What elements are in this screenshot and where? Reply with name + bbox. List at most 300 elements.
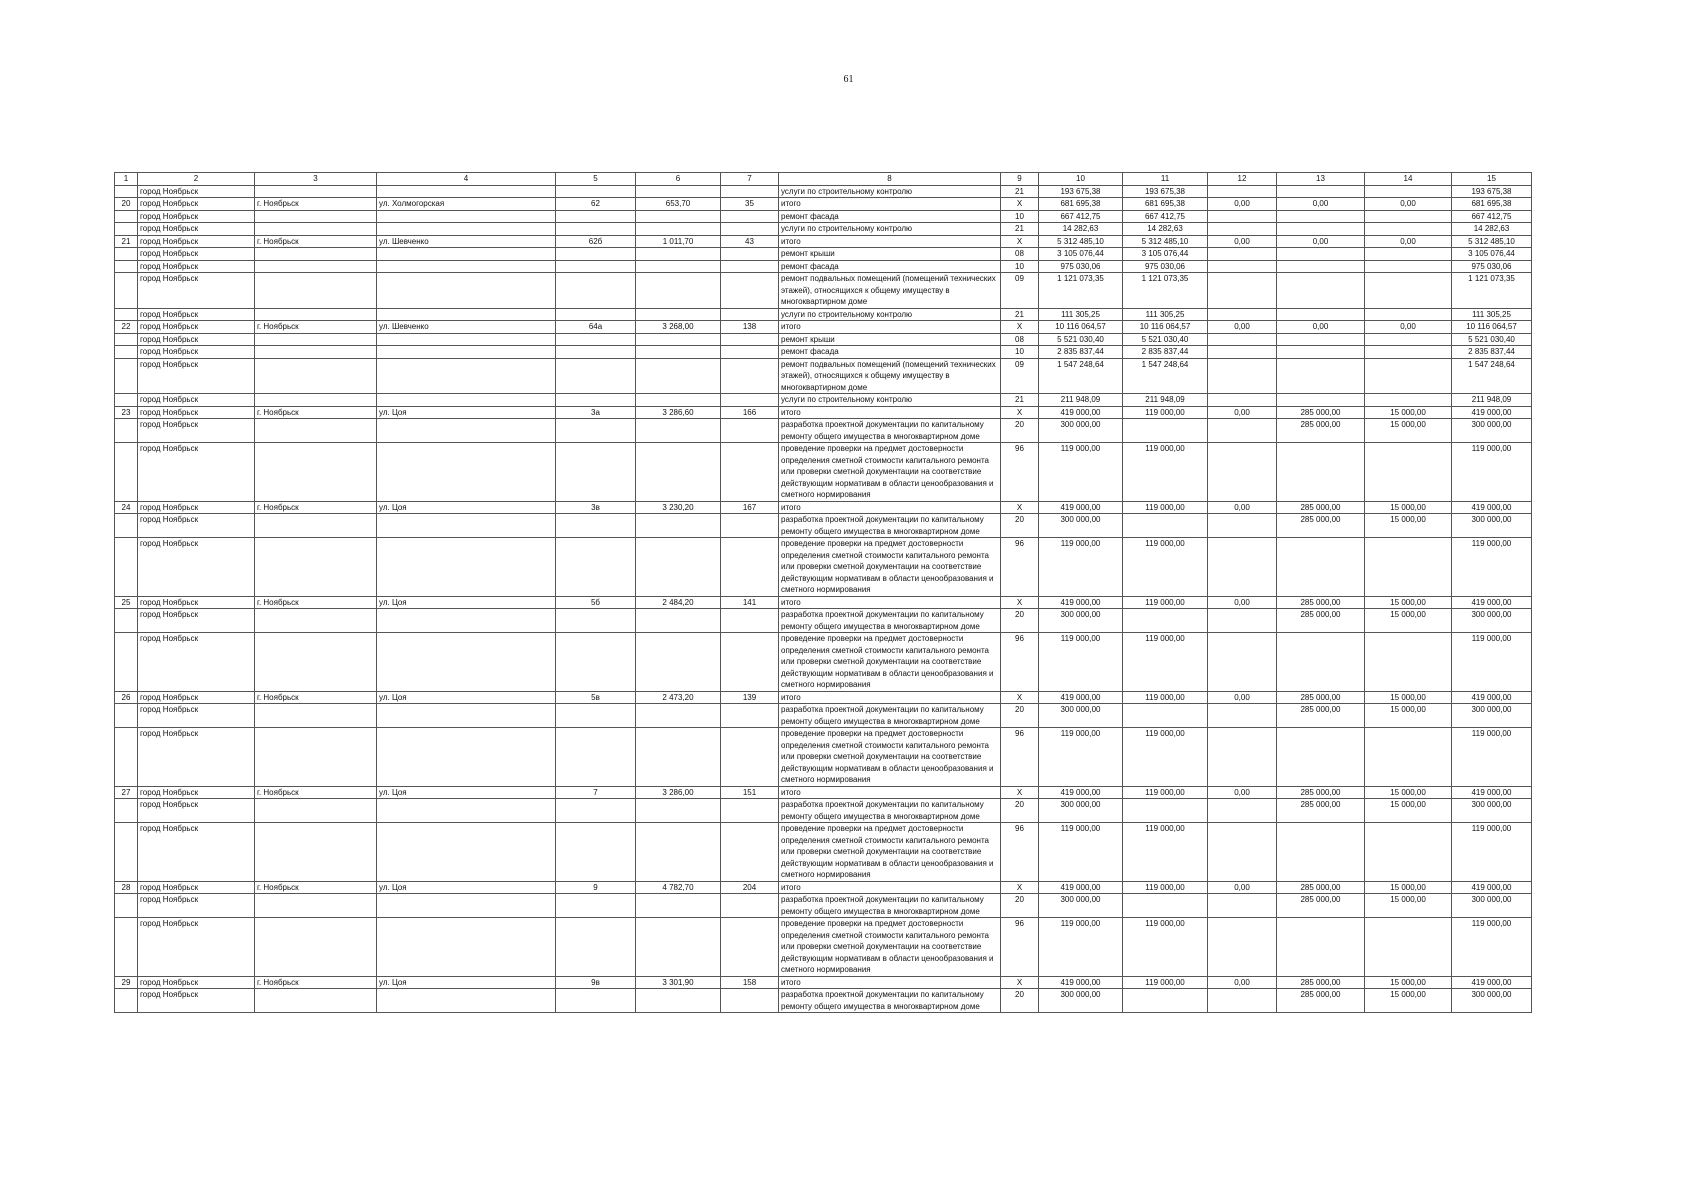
- table-row: [115, 976, 1532, 989]
- table-cell: [1123, 704, 1208, 728]
- table-cell: [1277, 918, 1365, 977]
- table-cell: 2 835 837,44: [1039, 346, 1123, 359]
- table-cell: [1208, 346, 1277, 359]
- table-cell: [1365, 210, 1452, 223]
- table-cell: 119 000,00: [1452, 823, 1532, 882]
- table-cell: [255, 223, 377, 236]
- table-cell: [377, 185, 556, 198]
- column-number-header: 6: [636, 173, 721, 186]
- table-cell: [377, 443, 556, 502]
- table-cell: [115, 894, 138, 918]
- table-row: [115, 333, 1532, 346]
- table-cell: [1365, 346, 1452, 359]
- table-cell: 653,70: [636, 198, 721, 211]
- table-cell: итого: [779, 976, 1001, 989]
- table-cell: [721, 609, 779, 633]
- table-row: [115, 358, 1532, 394]
- table-cell: 681 695,38: [1452, 198, 1532, 211]
- table-cell: 5 312 485,10: [1452, 235, 1532, 248]
- table-cell: [721, 704, 779, 728]
- table-cell: проведение проверки на предмет достоверности определения сметной стоимости капитального ремонта или проверки сметной документации на соответствие действующим нормативам в области ценообразования и сметного нормирования: [779, 538, 1001, 597]
- table-cell: 119 000,00: [1039, 538, 1123, 597]
- table-cell: [636, 609, 721, 633]
- table-cell: [115, 823, 138, 882]
- table-cell: [556, 538, 636, 597]
- table-cell: 119 000,00: [1039, 633, 1123, 692]
- table-cell: г. Ноябрьск: [255, 198, 377, 211]
- table-cell: 119 000,00: [1123, 691, 1208, 704]
- table-cell: X: [1001, 501, 1039, 514]
- table-cell: [721, 443, 779, 502]
- table-cell: [1208, 273, 1277, 309]
- table-cell: услуги по строительному контролю: [779, 185, 1001, 198]
- table-cell: 285 000,00: [1277, 704, 1365, 728]
- table-cell: 681 695,38: [1039, 198, 1123, 211]
- table-cell: [377, 704, 556, 728]
- table-cell: [721, 358, 779, 394]
- table-cell: [556, 514, 636, 538]
- table-cell: 141: [721, 596, 779, 609]
- table-cell: 111 305,25: [1452, 308, 1532, 321]
- table-cell: [1277, 358, 1365, 394]
- table-cell: [1277, 538, 1365, 597]
- table-cell: [115, 394, 138, 407]
- table-cell: 211 948,09: [1039, 394, 1123, 407]
- table-cell: [721, 346, 779, 359]
- table-cell: 15 000,00: [1365, 501, 1452, 514]
- table-cell: [636, 728, 721, 787]
- table-cell: [1208, 728, 1277, 787]
- table-cell: город Ноябрьск: [138, 881, 255, 894]
- table-cell: [556, 443, 636, 502]
- table-cell: проведение проверки на предмет достоверности определения сметной стоимости капитального ремонта или проверки сметной документации на соответствие действующим нормативам в области ценообразования и сметного нормирования: [779, 918, 1001, 977]
- table-cell: [255, 443, 377, 502]
- table-cell: 64а: [556, 321, 636, 334]
- table-cell: [1365, 633, 1452, 692]
- table-cell: город Ноябрьск: [138, 210, 255, 223]
- table-cell: город Ноябрьск: [138, 260, 255, 273]
- table-cell: [255, 633, 377, 692]
- table-cell: [115, 728, 138, 787]
- table-cell: 5 312 485,10: [1039, 235, 1123, 248]
- table-row: [115, 321, 1532, 334]
- table-cell: 3в: [556, 501, 636, 514]
- table-cell: [556, 894, 636, 918]
- table-cell: г. Ноябрьск: [255, 596, 377, 609]
- table-cell: 3 286,60: [636, 406, 721, 419]
- table-cell: город Ноябрьск: [138, 538, 255, 597]
- table-cell: X: [1001, 881, 1039, 894]
- table-cell: разработка проектной документации по капитальному ремонту общего имущества в многоквартирном доме: [779, 609, 1001, 633]
- table-cell: 119 000,00: [1123, 786, 1208, 799]
- table-cell: 300 000,00: [1039, 704, 1123, 728]
- table-cell: итого: [779, 406, 1001, 419]
- column-number-header: 7: [721, 173, 779, 186]
- table-cell: [255, 514, 377, 538]
- table-cell: город Ноябрьск: [138, 358, 255, 394]
- table-cell: [115, 308, 138, 321]
- table-cell: 15 000,00: [1365, 406, 1452, 419]
- table-row: [115, 235, 1532, 248]
- table-cell: [721, 823, 779, 882]
- table-cell: услуги по строительному контролю: [779, 394, 1001, 407]
- table-cell: 138: [721, 321, 779, 334]
- table-cell: [1208, 248, 1277, 261]
- table-row: [115, 823, 1532, 882]
- table-cell: [556, 918, 636, 977]
- table-cell: ул. Цоя: [377, 691, 556, 704]
- table-cell: проведение проверки на предмет достоверности определения сметной стоимости капитального ремонта или проверки сметной документации на соответствие действующим нормативам в области ценообразования и сметного нормирования: [779, 728, 1001, 787]
- table-cell: 119 000,00: [1039, 823, 1123, 882]
- table-cell: [255, 538, 377, 597]
- table-cell: X: [1001, 235, 1039, 248]
- table-cell: [721, 799, 779, 823]
- table-cell: 15 000,00: [1365, 786, 1452, 799]
- table-cell: 0,00: [1208, 198, 1277, 211]
- table-cell: 7: [556, 786, 636, 799]
- table-cell: 08: [1001, 333, 1039, 346]
- table-cell: [556, 799, 636, 823]
- table-cell: [1208, 633, 1277, 692]
- column-number-header: 14: [1365, 173, 1452, 186]
- table-cell: 285 000,00: [1277, 501, 1365, 514]
- table-cell: ремонт фасада: [779, 210, 1001, 223]
- table-cell: [377, 273, 556, 309]
- table-cell: [1208, 894, 1277, 918]
- table-cell: [721, 248, 779, 261]
- table-cell: [115, 514, 138, 538]
- table-cell: 2 473,20: [636, 691, 721, 704]
- table-cell: [721, 538, 779, 597]
- table-cell: итого: [779, 691, 1001, 704]
- table-cell: 5в: [556, 691, 636, 704]
- table-cell: [115, 799, 138, 823]
- table-cell: [636, 538, 721, 597]
- table-row: [115, 538, 1532, 597]
- table-cell: 419 000,00: [1452, 501, 1532, 514]
- table-cell: [636, 633, 721, 692]
- table-cell: 20: [115, 198, 138, 211]
- table-cell: 419 000,00: [1452, 786, 1532, 799]
- table-cell: [1208, 538, 1277, 597]
- table-cell: 158: [721, 976, 779, 989]
- table-cell: 10 116 064,57: [1452, 321, 1532, 334]
- table-cell: 20: [1001, 894, 1039, 918]
- table-cell: 211 948,09: [1123, 394, 1208, 407]
- table-cell: 15 000,00: [1365, 989, 1452, 1013]
- column-number-header: 2: [138, 173, 255, 186]
- column-number-header: 15: [1452, 173, 1532, 186]
- table-cell: г. Ноябрьск: [255, 881, 377, 894]
- table-cell: 0,00: [1208, 321, 1277, 334]
- table-row: [115, 501, 1532, 514]
- table-cell: город Ноябрьск: [138, 894, 255, 918]
- table-cell: 0,00: [1365, 321, 1452, 334]
- table-cell: услуги по строительному контролю: [779, 308, 1001, 321]
- table-row: [115, 799, 1532, 823]
- table-cell: [255, 358, 377, 394]
- table-cell: 300 000,00: [1452, 609, 1532, 633]
- table-cell: 285 000,00: [1277, 799, 1365, 823]
- table-cell: [721, 918, 779, 977]
- table-cell: 419 000,00: [1452, 881, 1532, 894]
- table-cell: [556, 308, 636, 321]
- table-cell: 62б: [556, 235, 636, 248]
- table-cell: [115, 419, 138, 443]
- table-cell: [1365, 443, 1452, 502]
- table-cell: 139: [721, 691, 779, 704]
- table-body: [115, 185, 1532, 1013]
- column-number-header: 5: [556, 173, 636, 186]
- table-cell: ул. Цоя: [377, 786, 556, 799]
- table-cell: город Ноябрьск: [138, 223, 255, 236]
- table-cell: [721, 419, 779, 443]
- table-cell: 419 000,00: [1039, 976, 1123, 989]
- table-cell: [1365, 260, 1452, 273]
- table-cell: 119 000,00: [1123, 596, 1208, 609]
- table-cell: [255, 918, 377, 977]
- table-cell: [115, 443, 138, 502]
- table-cell: [1365, 223, 1452, 236]
- table-row: [115, 443, 1532, 502]
- table-cell: [636, 248, 721, 261]
- table-cell: [1208, 823, 1277, 882]
- table-cell: 96: [1001, 728, 1039, 787]
- table-cell: [556, 989, 636, 1013]
- table-cell: 1 121 073,35: [1452, 273, 1532, 309]
- table-cell: ул. Цоя: [377, 501, 556, 514]
- table-cell: 300 000,00: [1039, 609, 1123, 633]
- table-cell: 119 000,00: [1452, 918, 1532, 977]
- table-cell: 193 675,38: [1452, 185, 1532, 198]
- table-cell: 300 000,00: [1452, 704, 1532, 728]
- table-cell: ремонт фасада: [779, 260, 1001, 273]
- table-row: [115, 419, 1532, 443]
- table-cell: 1 011,70: [636, 235, 721, 248]
- table-cell: разработка проектной документации по капитальному ремонту общего имущества в многоквартирном доме: [779, 989, 1001, 1013]
- table-cell: [377, 333, 556, 346]
- table-cell: 35: [721, 198, 779, 211]
- table-cell: 5 521 030,40: [1123, 333, 1208, 346]
- table-cell: [377, 918, 556, 977]
- table-cell: [721, 514, 779, 538]
- table-cell: 0,00: [1277, 235, 1365, 248]
- table-cell: [377, 223, 556, 236]
- table-cell: 0,00: [1277, 321, 1365, 334]
- table-cell: 10: [1001, 210, 1039, 223]
- column-number-header: 11: [1123, 173, 1208, 186]
- table-cell: [1365, 273, 1452, 309]
- table-cell: итого: [779, 881, 1001, 894]
- table-cell: [255, 185, 377, 198]
- table-cell: 0,00: [1208, 501, 1277, 514]
- table-cell: город Ноябрьск: [138, 198, 255, 211]
- table-cell: итого: [779, 501, 1001, 514]
- table-cell: [1277, 273, 1365, 309]
- table-cell: [255, 248, 377, 261]
- table-cell: [1365, 358, 1452, 394]
- table-cell: 15 000,00: [1365, 419, 1452, 443]
- table-cell: 3 301,90: [636, 976, 721, 989]
- table-cell: [636, 704, 721, 728]
- table-cell: [1365, 538, 1452, 597]
- table-cell: 119 000,00: [1123, 881, 1208, 894]
- table-row: [115, 609, 1532, 633]
- table-cell: 285 000,00: [1277, 419, 1365, 443]
- table-cell: 419 000,00: [1452, 691, 1532, 704]
- table-cell: [1365, 918, 1452, 977]
- table-cell: [377, 609, 556, 633]
- table-row: [115, 260, 1532, 273]
- table-cell: [377, 260, 556, 273]
- table-cell: [115, 185, 138, 198]
- table-cell: [1277, 346, 1365, 359]
- table-cell: 43: [721, 235, 779, 248]
- table-cell: 21: [1001, 185, 1039, 198]
- table-cell: 0,00: [1208, 235, 1277, 248]
- table-cell: [1365, 185, 1452, 198]
- table-cell: [1277, 633, 1365, 692]
- table-cell: 193 675,38: [1123, 185, 1208, 198]
- table-row: [115, 918, 1532, 977]
- table-cell: город Ноябрьск: [138, 989, 255, 1013]
- table-cell: [556, 333, 636, 346]
- table-cell: [1208, 358, 1277, 394]
- table-cell: [1277, 185, 1365, 198]
- table-cell: город Ноябрьск: [138, 419, 255, 443]
- table-cell: [377, 210, 556, 223]
- table-cell: 96: [1001, 443, 1039, 502]
- table-cell: [255, 333, 377, 346]
- table-cell: [1208, 333, 1277, 346]
- table-cell: г. Ноябрьск: [255, 976, 377, 989]
- table-cell: город Ноябрьск: [138, 596, 255, 609]
- table-cell: разработка проектной документации по капитальному ремонту общего имущества в многоквартирном доме: [779, 704, 1001, 728]
- column-number-header: 8: [779, 173, 1001, 186]
- table-cell: город Ноябрьск: [138, 248, 255, 261]
- table-cell: [1208, 989, 1277, 1013]
- table-cell: [636, 273, 721, 309]
- table-cell: ремонт крыши: [779, 333, 1001, 346]
- table-cell: [636, 260, 721, 273]
- table-cell: 285 000,00: [1277, 894, 1365, 918]
- table-cell: [255, 260, 377, 273]
- table-cell: [1277, 308, 1365, 321]
- table-cell: [636, 333, 721, 346]
- table-cell: 15 000,00: [1365, 894, 1452, 918]
- table-cell: [1365, 333, 1452, 346]
- table-cell: 419 000,00: [1452, 596, 1532, 609]
- table-cell: 300 000,00: [1452, 989, 1532, 1013]
- table-cell: 0,00: [1208, 786, 1277, 799]
- table-cell: 211 948,09: [1452, 394, 1532, 407]
- table-cell: 285 000,00: [1277, 406, 1365, 419]
- table-cell: 285 000,00: [1277, 691, 1365, 704]
- column-number-header: 13: [1277, 173, 1365, 186]
- table-cell: 419 000,00: [1039, 691, 1123, 704]
- table-cell: [1277, 394, 1365, 407]
- table-cell: 3 286,00: [636, 786, 721, 799]
- table-cell: итого: [779, 235, 1001, 248]
- table-cell: 20: [1001, 419, 1039, 443]
- table-cell: 1 121 073,35: [1039, 273, 1123, 309]
- table-cell: 119 000,00: [1123, 728, 1208, 787]
- table-cell: [556, 185, 636, 198]
- table-cell: город Ноябрьск: [138, 321, 255, 334]
- table-cell: [1208, 514, 1277, 538]
- table-cell: [556, 609, 636, 633]
- table-cell: 285 000,00: [1277, 976, 1365, 989]
- table-cell: [115, 633, 138, 692]
- table-cell: [115, 918, 138, 977]
- table-cell: 27: [115, 786, 138, 799]
- table-cell: 14 282,63: [1123, 223, 1208, 236]
- table-cell: 667 412,75: [1039, 210, 1123, 223]
- table-cell: услуги по строительному контролю: [779, 223, 1001, 236]
- table-cell: 96: [1001, 823, 1039, 882]
- table-cell: 119 000,00: [1452, 728, 1532, 787]
- table-cell: [115, 989, 138, 1013]
- table-cell: итого: [779, 198, 1001, 211]
- table-cell: 10 116 064,57: [1123, 321, 1208, 334]
- table-cell: 14 282,63: [1039, 223, 1123, 236]
- table-cell: 15 000,00: [1365, 514, 1452, 538]
- table-cell: [1208, 260, 1277, 273]
- table-cell: X: [1001, 321, 1039, 334]
- table-cell: город Ноябрьск: [138, 443, 255, 502]
- table-cell: [1123, 609, 1208, 633]
- table-cell: [636, 223, 721, 236]
- table-cell: г. Ноябрьск: [255, 501, 377, 514]
- table-cell: 15 000,00: [1365, 976, 1452, 989]
- table-cell: [1365, 823, 1452, 882]
- table-cell: [1123, 514, 1208, 538]
- table-cell: ул. Цоя: [377, 881, 556, 894]
- table-cell: ул. Холмогорская: [377, 198, 556, 211]
- table-cell: 119 000,00: [1452, 443, 1532, 502]
- table-cell: 119 000,00: [1123, 501, 1208, 514]
- table-cell: [1277, 260, 1365, 273]
- table-cell: [255, 609, 377, 633]
- table-cell: 0,00: [1365, 198, 1452, 211]
- table-cell: 15 000,00: [1365, 691, 1452, 704]
- table-cell: 0,00: [1277, 198, 1365, 211]
- table-cell: 20: [1001, 989, 1039, 1013]
- table-cell: 08: [1001, 248, 1039, 261]
- table-cell: 96: [1001, 918, 1039, 977]
- table-cell: город Ноябрьск: [138, 704, 255, 728]
- table-cell: 119 000,00: [1123, 823, 1208, 882]
- table-cell: ул. Цоя: [377, 596, 556, 609]
- table-cell: 285 000,00: [1277, 786, 1365, 799]
- table-row: [115, 223, 1532, 236]
- table-cell: [721, 633, 779, 692]
- column-number-header: 12: [1208, 173, 1277, 186]
- table-cell: [1208, 918, 1277, 977]
- table-cell: 10: [1001, 346, 1039, 359]
- table-cell: [377, 358, 556, 394]
- table-cell: [636, 394, 721, 407]
- table-cell: ул. Шевченко: [377, 321, 556, 334]
- table-cell: город Ноябрьск: [138, 691, 255, 704]
- table-cell: 193 675,38: [1039, 185, 1123, 198]
- table-cell: 419 000,00: [1039, 501, 1123, 514]
- table-cell: [1208, 443, 1277, 502]
- table-cell: ремонт подвальных помещений (помещений технических этажей), относящихся к общему имуществу в многоквартирном доме: [779, 273, 1001, 309]
- table-row: [115, 394, 1532, 407]
- table-cell: 1 121 073,35: [1123, 273, 1208, 309]
- table-cell: город Ноябрьск: [138, 346, 255, 359]
